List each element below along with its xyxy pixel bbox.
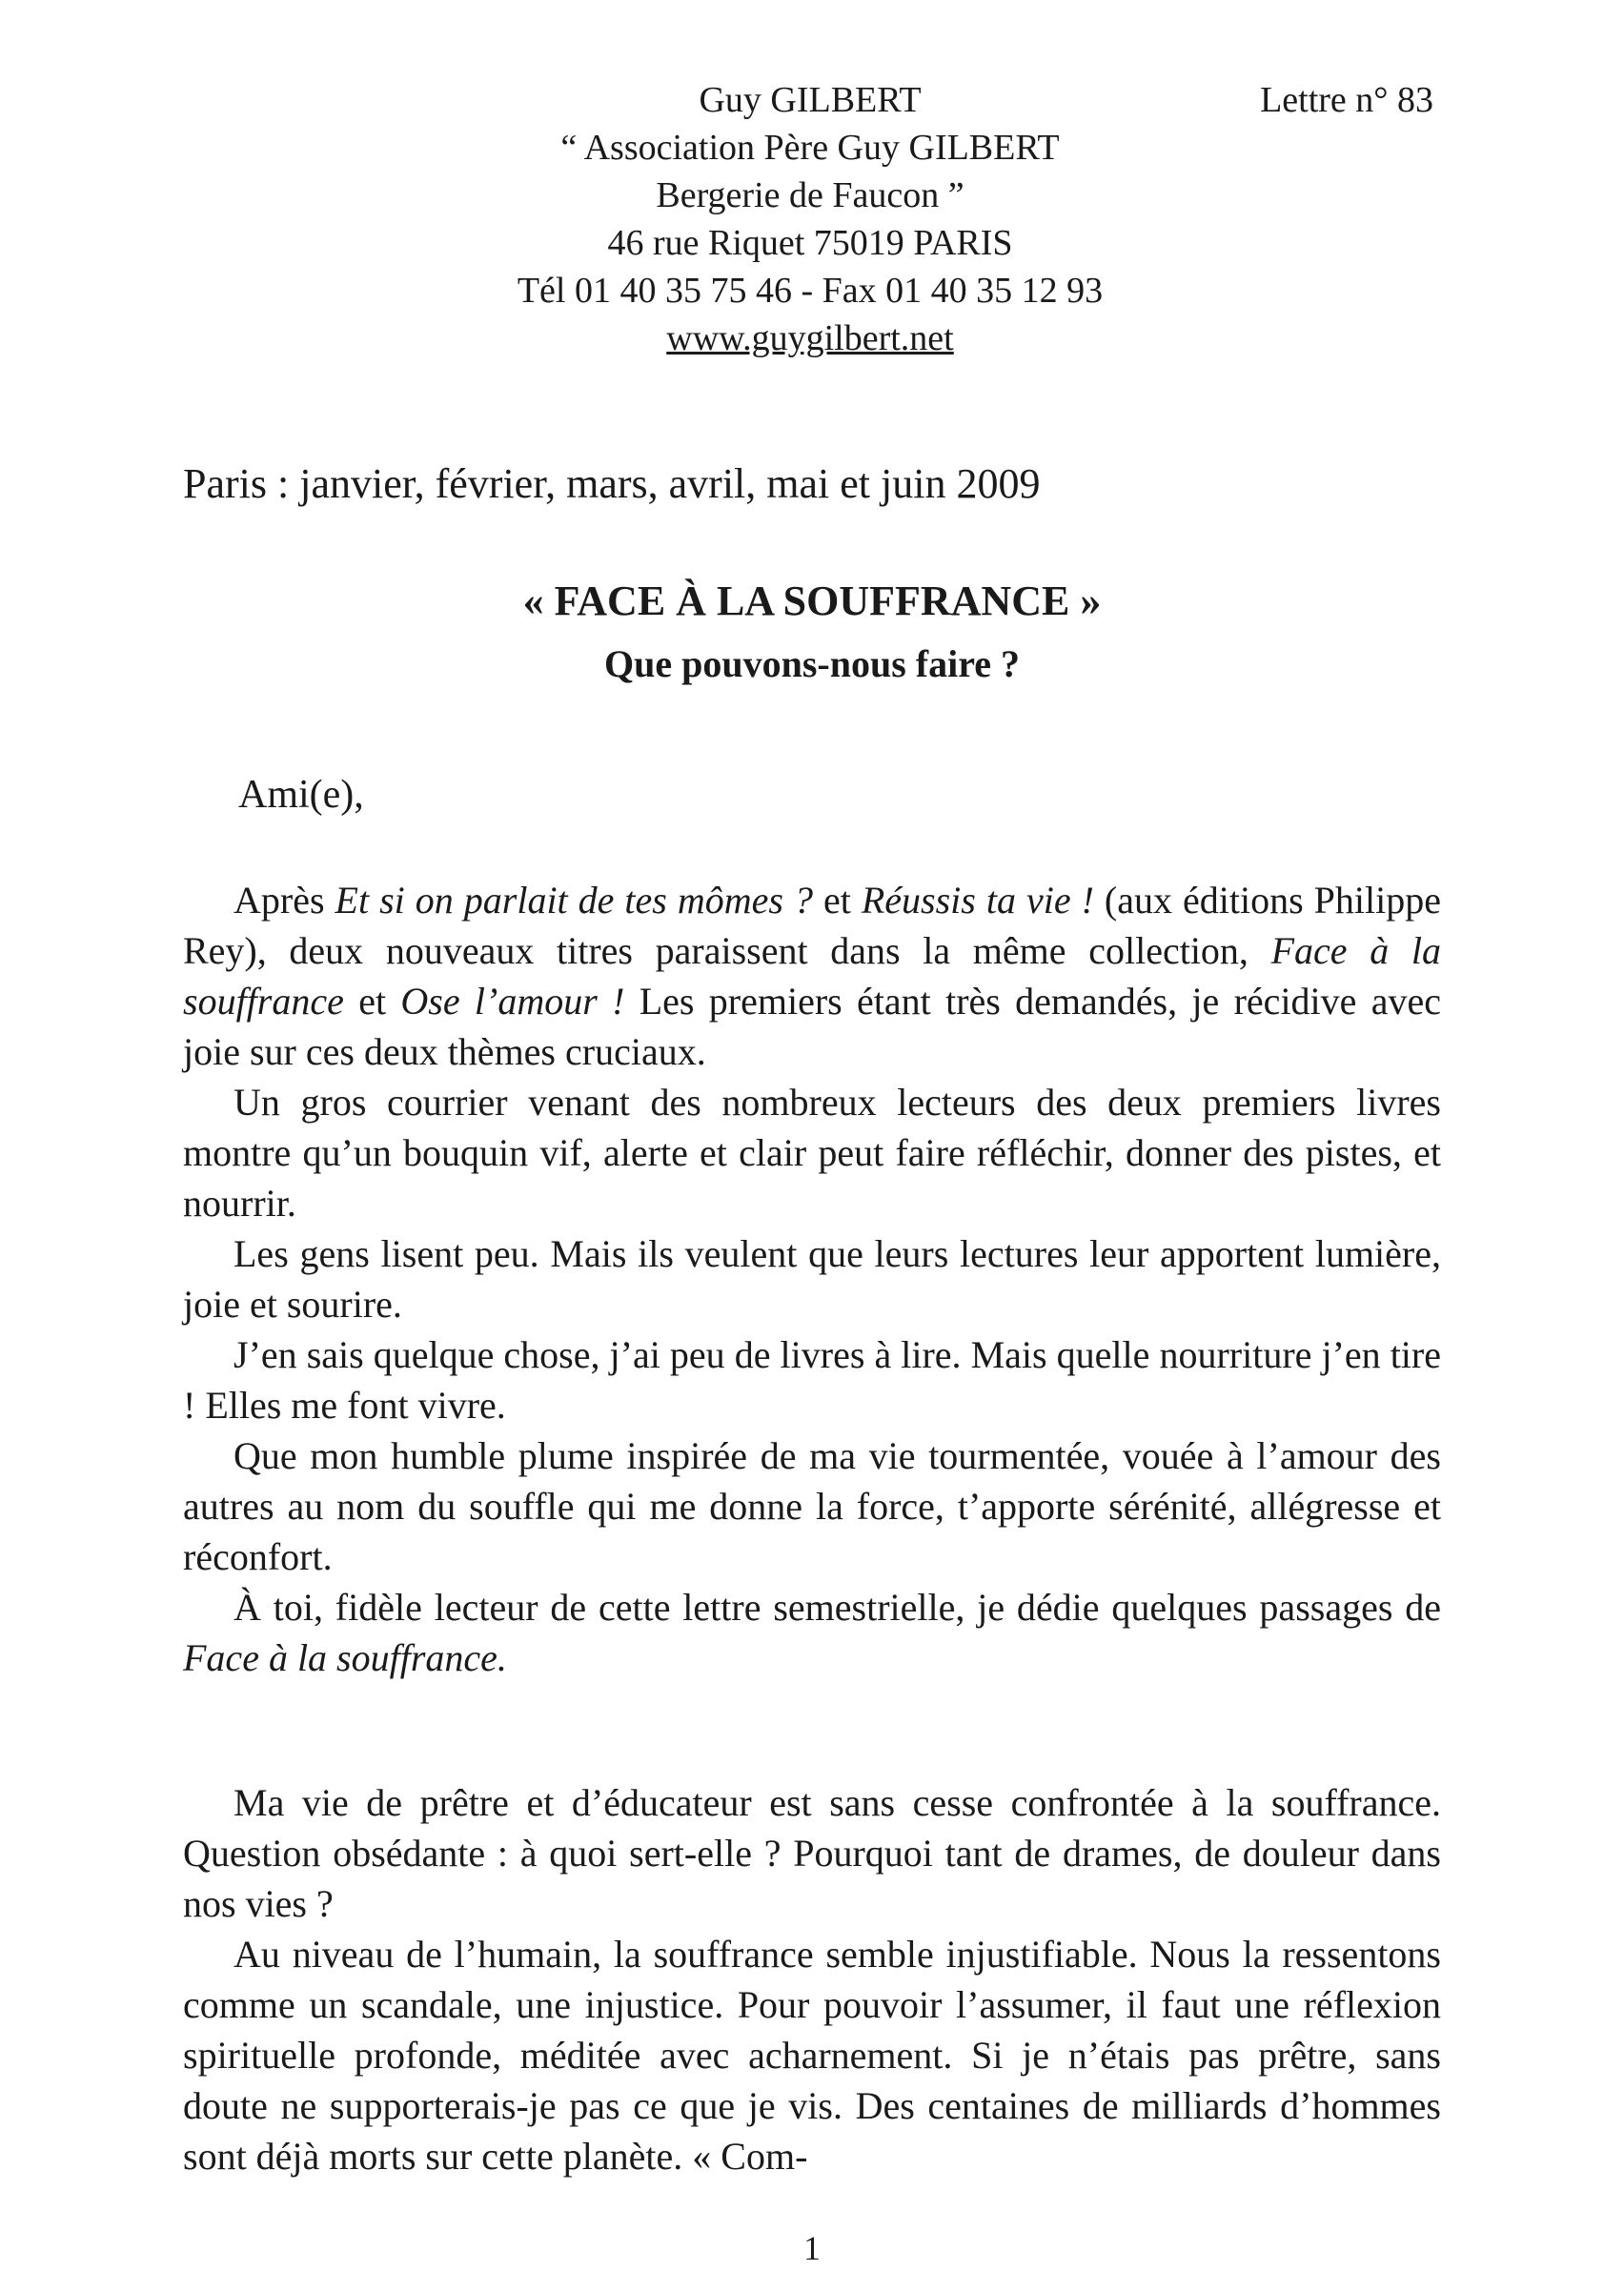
intro-text: Après — [233, 879, 335, 922]
intro-text: et — [343, 980, 401, 1023]
association-place: Bergerie de Faucon ” — [656, 175, 964, 215]
title-main: « FACE À LA SOUFFRANCE » — [522, 578, 1102, 624]
letter-number: Lettre n° 83 — [1260, 80, 1433, 120]
page-number: 1 — [803, 2229, 821, 2267]
book-title: Réussis ta vie ! — [861, 879, 1094, 922]
intro-paragraph-1 — [183, 875, 1441, 1077]
book-title: Face à la souffrance. — [183, 1636, 507, 1679]
excerpt-paragraph-1: Ma vie de prêtre et d’éducateur est sans cesse confrontée à la souffrance. Question obsédante : à quoi sert-elle ? Pourquoi tant de drames, de douleur dans nos vies ? — [183, 1781, 1441, 1925]
date-line: Paris : janvier, février, mars, avril, mai et juin 2009 — [183, 460, 1041, 507]
book-title: Et si on parlait de tes mômes ? — [335, 879, 813, 922]
book-title: Face à la souffrance — [183, 929, 1442, 1023]
intro-text: Les premiers étant très demandés, je récidive avec joie sur ces deux thèmes cruciaux. — [183, 980, 1441, 1073]
intro-section — [183, 875, 1441, 1683]
letter-title — [0, 570, 1624, 696]
author-name: Guy GILBERT — [699, 80, 922, 120]
letterhead — [477, 76, 1144, 362]
intro-text: (aux éditions Philippe Rey), deux nouveaux titres paraissent dans la même collection, — [183, 879, 1441, 972]
postal-address: 46 rue Riquet 75019 PARIS — [607, 223, 1013, 263]
association-name: “ Association Père Guy GILBERT — [560, 128, 1060, 168]
intro-paragraph-3: Les gens lisent peu. Mais ils veulent que leurs lectures leur apportent lumière, joie et sourire. — [183, 1232, 1441, 1326]
intro-paragraph-2: Un gros courrier venant des nombreux lecteurs des deux premiers livres montre qu’un bouquin vif, alerte et clair peut faire réfléchir, donner des pistes, et nourrir. — [183, 1081, 1441, 1225]
intro-text: et — [812, 879, 862, 922]
salutation: Ami(e), — [238, 773, 364, 817]
website-link[interactable]: www.guygilbert.net — [666, 318, 954, 358]
intro-paragraph-5: Que mon humble plume inspirée de ma vie tourmentée, vouée à l’amour des autres au nom du souffle qui me donne la force, t’apporte sérénité, allégresse et réconfort. — [183, 1434, 1441, 1578]
intro-paragraph-6 — [183, 1582, 1441, 1683]
title-subtitle: Que pouvons-nous faire ? — [603, 642, 1020, 685]
intro-text: À toi, fidèle lecteur de cette lettre semestrielle, je dédie quelques passages de — [233, 1586, 1441, 1629]
excerpt-section — [183, 1777, 1441, 2181]
phone-fax: Tél 01 40 35 75 46 - Fax 01 40 35 12 93 — [517, 271, 1104, 311]
book-title: Ose l’amour ! — [400, 980, 625, 1023]
intro-paragraph-4: J’en sais quelque chose, j’ai peu de livres à lire. Mais quelle nourriture j’en tire ! Elles me font vivre. — [183, 1333, 1441, 1427]
excerpt-paragraph-2: Au niveau de l’humain, la souffrance semble injustifiable. Nous la ressentons comme un scandale, une injustice. Pour pouvoir l’assumer, il faut une réflexion spirituelle profonde, méditée avec acharnement. Si je n’étais pas prêtre, sans doute ne supporterais-je pas ce que je vis. Des centaines de milliards d’hommes sont déjà morts sur cette planète. « Com- — [183, 1933, 1441, 2178]
